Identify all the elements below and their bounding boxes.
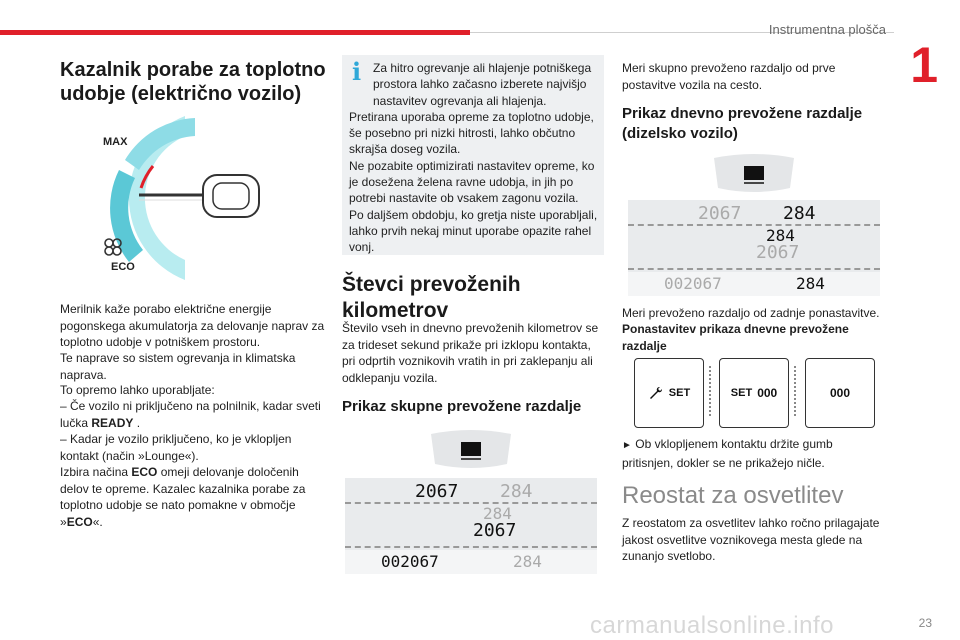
display-c-trip: 284 — [513, 552, 542, 571]
display-r-c-total: 002067 — [664, 274, 722, 293]
display-r-b-total: 2067 — [756, 242, 800, 263]
step-separator-2 — [794, 366, 800, 416]
gauge-eco-label: ECO — [111, 261, 135, 273]
right-p1: Meri skupno prevoženo razdaljo od prve postavitve vozila na cesto. — [622, 61, 836, 92]
rheostat-title: Reostat za osvetlitev — [622, 482, 844, 509]
heat-comfort-title: Kazalnik porabe za toplotno udobje (električno vozilo) — [60, 59, 326, 106]
zeros-label-2: 000 — [757, 386, 778, 400]
tip-text: Za hitro ogrevanje ali hlajenje potniškega prostora lahko začasno izberete najvišjo nastavitev ogrevanja ali hlajenja. Pretirana uporaba opreme za toplotno udobje, še posebno pri nizki hitrosti, lahko občutno skrajša doseg vozila. Ne pozabite optimizirati nastavitev opreme, ko je dosežena želena ravne udobja, in jih po potrebi nastavite ob vsakem zagonu vozila. Po daljšem obdobju, ko gretja niste uporabljali, lahko prvih nekaj minut uporabe opazite rahel vonj. — [349, 61, 598, 255]
arrow-icon: ► — [622, 440, 632, 451]
set-label-2: SET — [730, 387, 753, 399]
instrument-display-icon — [425, 428, 517, 470]
right-p2: Meri prevoženo razdaljo od zadnje ponastavitve. — [622, 306, 880, 320]
display-a-total: 2067 — [415, 481, 459, 502]
right-p4: ► Ob vklopljenem kontaktu držite gumb pritisnjen, dokler se ne prikažejo ničle. — [622, 437, 833, 470]
set-button-step2 — [719, 358, 789, 428]
watermark: carmanualsonline.info — [590, 612, 834, 639]
trip-distance-subtitle: Prikaz dnevno prevožene razdalje (dizelsko vozilo) — [622, 105, 863, 142]
left-p2: Te naprave so sistem ogrevanja in klimatska naprava. — [60, 351, 296, 382]
page-number: 23 — [918, 616, 932, 630]
display-r-c-trip: 284 — [796, 274, 825, 293]
left-p3: To opremo lahko uporabljate: — [60, 383, 215, 397]
odometer-title: Števci prevoženih kilometrov — [342, 273, 521, 322]
display-b-trip: 284 — [483, 504, 512, 523]
set-button-step1 — [634, 358, 704, 428]
display-r-a-trip: 284 — [783, 203, 816, 224]
right-p3: Ponastavitev prikaza dnevne prevožene razdalje — [622, 322, 849, 353]
total-distance-subtitle: Prikaz skupne prevožene razdalje — [342, 398, 582, 415]
display-c-total: 002067 — [381, 552, 439, 571]
set-label-1: SET — [668, 387, 691, 399]
step-separator-1 — [709, 366, 715, 416]
seat-heat-icon — [203, 175, 259, 217]
display-r-b-trip: 284 — [766, 226, 795, 245]
display-r-a-total: 2067 — [698, 203, 742, 224]
left-p1: Merilnik kaže porabo električne energije pogonskega akumulatorja za delovanje naprav za toplotno udobje v potniškem prostoru. — [60, 302, 325, 349]
left-p4: – Če vozilo ni priključeno na polnilnik, kadar sveti lučka READY . — [60, 399, 321, 430]
instrument-display-icon-2 — [708, 152, 800, 194]
gauge-max-label: MAX — [103, 136, 128, 148]
info-icon: i — [352, 57, 362, 86]
right-p5: Z reostatom za osvetlitev lahko ročno prilagajate jakost osvetlitve voznikovega mesta glede na zunanjo svetlobo. — [622, 516, 880, 563]
header-red-bar — [0, 30, 470, 35]
middle-p1: Število vseh in dnevno prevoženih kilometrov se za trideset sekund prikaže pri izklopu kontakta, pri odprtih voznikovih vratih in pri zaklepanju ali odklepanju vozila. — [342, 321, 599, 385]
display-b-total: 2067 — [473, 520, 517, 541]
trip-odometer-displays — [628, 200, 880, 296]
zeros-display-step3 — [805, 358, 875, 428]
total-odometer-displays — [345, 478, 597, 574]
display-a-trip: 284 — [500, 481, 533, 502]
chapter-number: 1 — [910, 37, 938, 93]
left-p5: – Kadar je vozilo priključeno, ko je vklopljen kontakt (način »Lounge«). — [60, 432, 292, 463]
wrench-icon — [648, 386, 664, 400]
header-title: Instrumentna plošča — [768, 22, 886, 37]
left-p6: Izbira načina ECO omeji delovanje določenih delov te opreme. Kazalec kazalnika porabe za toplotno udobje se nato pomakne v območje »ECO«. — [60, 465, 306, 529]
heat-comfort-gauge — [95, 110, 285, 288]
zeros-label-3: 000 — [829, 386, 851, 400]
